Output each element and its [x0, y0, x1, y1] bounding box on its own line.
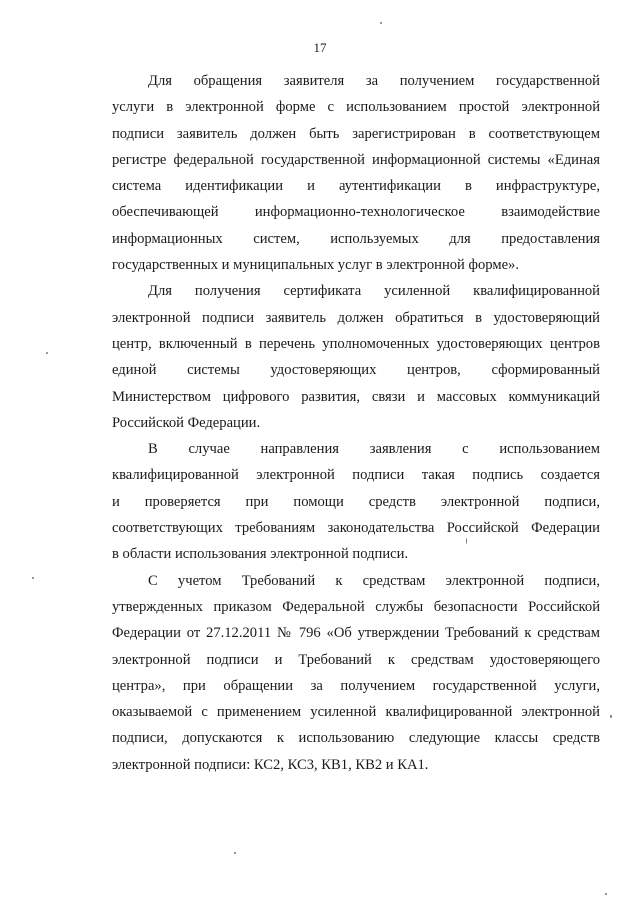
text-line: и проверяется при помощи средств электронной подписи, [112, 493, 600, 510]
scan-speck [466, 538, 467, 544]
text-line: утвержденных приказом Федеральной службы безопасности Российской [112, 598, 600, 615]
text-line: С учетом Требований к средствам электронной подписи, [148, 572, 600, 589]
text-line: обеспечивающей информационно-технологическое взаимодействие [112, 204, 600, 221]
text-line: подписи, допускаются к использованию следующие классы средств [112, 730, 600, 747]
scan-speck [380, 22, 382, 24]
text-line: регистре федеральной государственной информационной системы «Единая [112, 151, 600, 168]
text-line: центра», при обращении за получением государственной услуги, [112, 677, 600, 694]
text-line: государственных и муниципальных услуг в электронной форме». [112, 257, 519, 274]
paragraph [112, 68, 600, 278]
scan-speck [46, 352, 48, 354]
text-line: Российской Федерации. [112, 414, 261, 431]
text-line: в области использования электронной подписи. [112, 546, 409, 563]
text-line: Для получения сертификата усиленной квалифицированной [148, 283, 600, 300]
text-line: соответствующих требованиям законодательства Российской Федерации [112, 520, 600, 537]
scan-speck [610, 715, 612, 718]
text-line: В случае направления заявления с использованием [148, 441, 600, 458]
text-line: услуги в электронной форме с использованием простой электронной [112, 99, 600, 116]
text-line: подписи заявитель должен быть зарегистрирован в соответствующем [112, 125, 600, 142]
text-line: Федерации от 27.12.2011 № 796 «Об утверждении Требований к средствам [112, 625, 600, 642]
scan-speck [234, 852, 236, 854]
text-line: система идентификации и аутентификации в инфраструктуре, [112, 178, 600, 195]
text-line: оказываемой с применением усиленной квалифицированной электронной [112, 704, 600, 721]
text-line: квалифицированной электронной подписи такая подпись создается [112, 467, 600, 484]
text-line: центр, включенный в перечень уполномоченных удостоверяющих центров [112, 335, 600, 352]
text-line: Министерством цифрового развития, связи и массовых коммуникаций [112, 388, 600, 405]
text-line: единой системы удостоверяющих центров, сформированный [112, 362, 600, 379]
document-body [112, 68, 600, 778]
scan-speck [32, 577, 34, 579]
text-line: электронной подписи: КС2, КС3, КВ1, КВ2 и КА1. [112, 756, 429, 773]
paragraph [112, 278, 600, 436]
text-line: Для обращения заявителя за получением государственной [148, 73, 600, 89]
paragraph [112, 436, 600, 567]
text-line: электронной подписи и Требований к средствам удостоверяющего [112, 651, 600, 668]
paragraph [112, 568, 600, 778]
text-line: информационных систем, используемых для предоставления [112, 230, 600, 247]
text-line: электронной подписи заявитель должен обратиться в удостоверяющий [112, 309, 600, 326]
scan-speck [605, 893, 607, 895]
page-number: 17 [313, 40, 327, 55]
